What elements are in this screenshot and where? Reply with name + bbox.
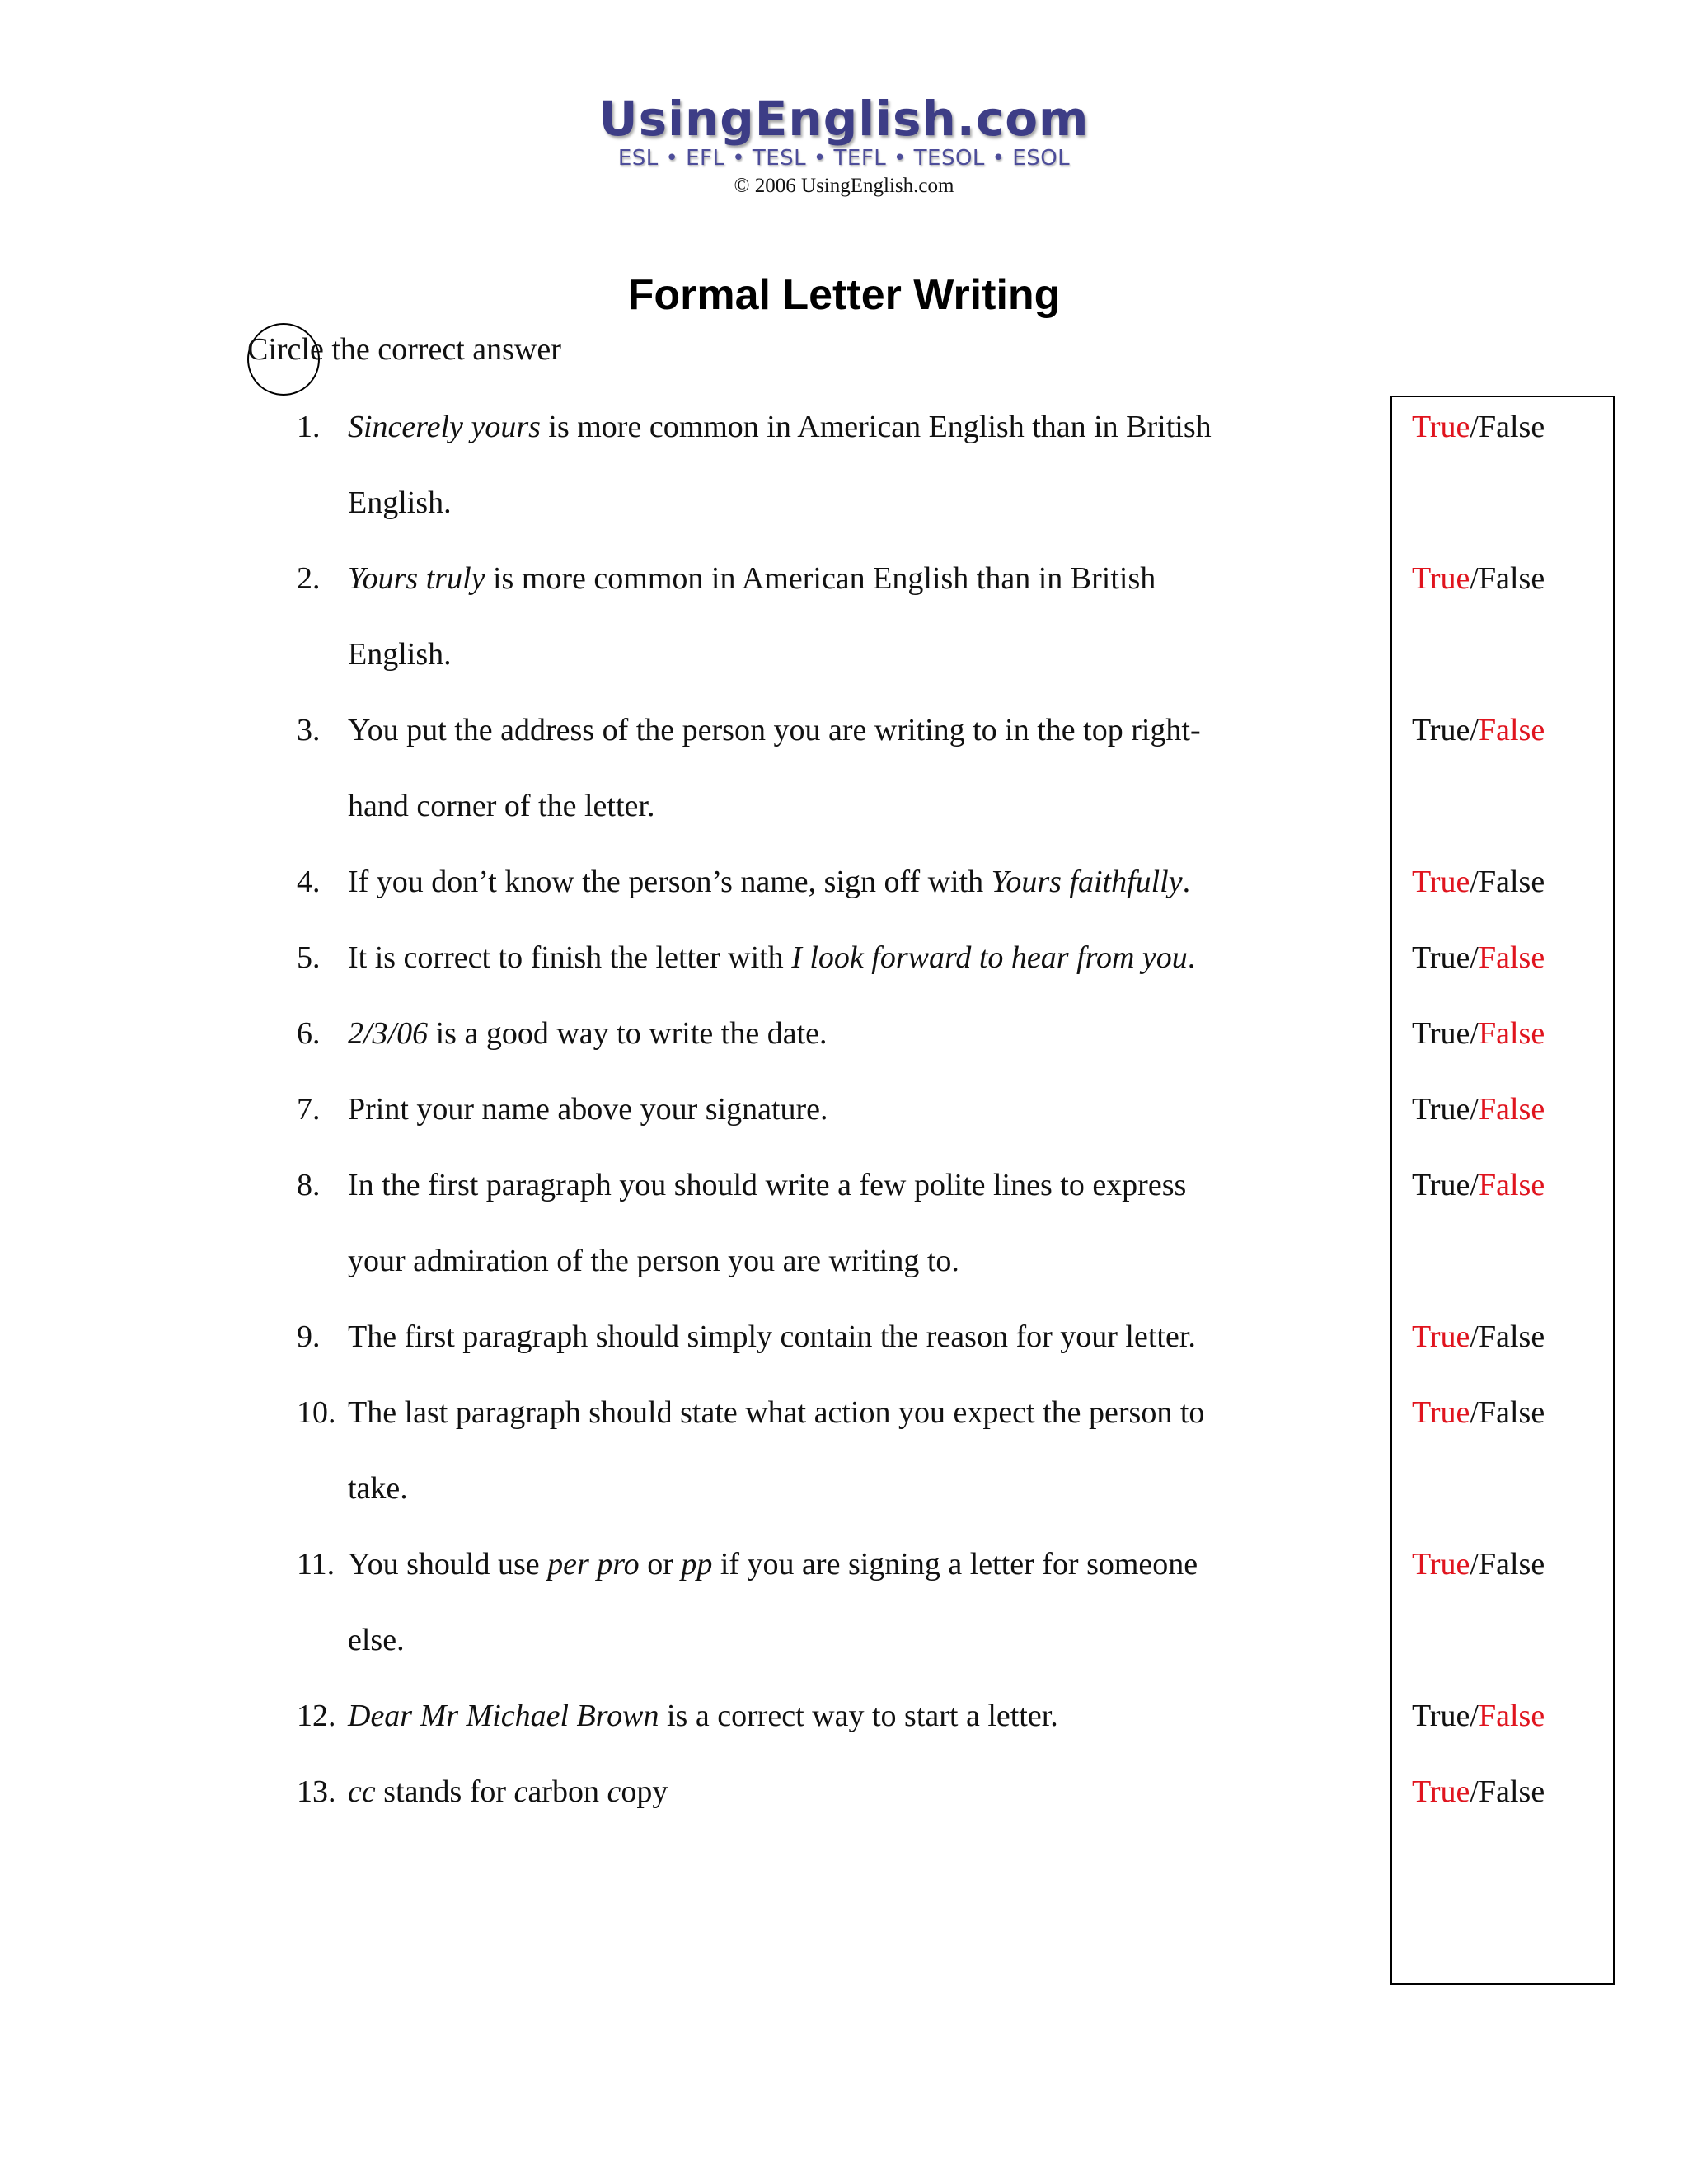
question-number: 6. <box>297 1016 321 1051</box>
true-option: True <box>1412 1699 1470 1733</box>
question-text-continuation: take. <box>348 1471 408 1506</box>
question-number: 10. <box>297 1395 336 1430</box>
true-option: True <box>1412 713 1470 748</box>
false-option: False <box>1478 1774 1545 1809</box>
false-option: False <box>1478 1016 1545 1051</box>
question-text-continuation: hand corner of the letter. <box>348 789 655 823</box>
true-option: True <box>1412 1395 1470 1430</box>
true-option: True <box>1412 410 1470 444</box>
question-plain-text: . <box>1187 940 1196 975</box>
false-option: False <box>1478 865 1545 899</box>
true-false-choice <box>1412 857 1545 907</box>
question-text-continuation: else. <box>348 1623 405 1657</box>
true-false-choice <box>1412 933 1545 982</box>
true-false-choice <box>1412 1540 1545 1589</box>
true-option: True <box>1412 1168 1470 1202</box>
false-option: False <box>1478 1092 1545 1127</box>
question-plain-text: . <box>1182 865 1191 899</box>
question-text <box>348 1085 828 1134</box>
question-text <box>348 1691 1058 1741</box>
false-option: False <box>1478 410 1545 444</box>
question-plain-text: It is correct to finish the letter with <box>348 940 792 975</box>
true-false-choice <box>1412 1009 1545 1058</box>
option-separator: / <box>1470 1395 1479 1430</box>
false-option: False <box>1478 940 1545 975</box>
question-number: 9. <box>297 1319 321 1354</box>
question-number: 4. <box>297 865 321 899</box>
question-text <box>348 1388 1204 1437</box>
true-false-choice <box>1412 1312 1545 1361</box>
question-plain-text: is more common in American English than in British <box>540 410 1212 444</box>
question-number: 2. <box>297 561 321 596</box>
question-text <box>348 857 1190 907</box>
option-separator: / <box>1470 1699 1479 1733</box>
question-italic-text: pp <box>681 1547 713 1582</box>
option-separator: / <box>1470 1092 1479 1127</box>
question-plain-text: If you don’t know the person’s name, sign off with <box>348 865 992 899</box>
question-text <box>348 705 1201 755</box>
option-separator: / <box>1470 865 1479 899</box>
question-text <box>348 1312 1196 1361</box>
logo-wordmark: UsingEnglish.com <box>598 91 1090 147</box>
false-option: False <box>1478 1319 1545 1354</box>
question-plain-text: or <box>639 1547 682 1582</box>
question-number: 1. <box>297 410 321 444</box>
question-plain-text: You should use <box>348 1547 548 1582</box>
question-plain-text: In the first paragraph you should write a few polite lines to express <box>348 1168 1187 1202</box>
question-italic-text: 2/3/06 <box>348 1016 429 1051</box>
question-plain-text: if you are signing a letter for someone <box>712 1547 1198 1582</box>
question-text <box>348 1160 1186 1210</box>
question-number: 11. <box>297 1547 335 1582</box>
question-number: 3. <box>297 713 321 748</box>
question-plain-text: You put the address of the person you are writing to in the top right- <box>348 713 1201 748</box>
false-option: False <box>1478 1168 1545 1202</box>
question-plain-text: is more common in American English than in British <box>485 561 1156 596</box>
false-option: False <box>1478 1547 1545 1582</box>
question-plain-text: Print your name above your signature. <box>348 1092 828 1127</box>
question-text <box>348 1009 828 1058</box>
false-option: False <box>1478 561 1545 596</box>
page-title: Formal Letter Writing <box>627 271 1061 319</box>
question-plain-text: opy <box>621 1774 668 1809</box>
true-option: True <box>1412 561 1470 596</box>
question-text <box>348 402 1212 452</box>
question-plain-text: is a correct way to start a letter. <box>659 1699 1058 1733</box>
question-plain-text: The first paragraph should simply contain the reason for your letter. <box>348 1319 1196 1354</box>
question-text-continuation: English. <box>348 637 452 672</box>
true-option: True <box>1412 940 1470 975</box>
question-plain-text: The last paragraph should state what action you expect the person to <box>348 1395 1205 1430</box>
question-number: 7. <box>297 1092 321 1127</box>
option-separator: / <box>1470 1168 1479 1202</box>
false-option: False <box>1478 1699 1545 1733</box>
question-number: 13. <box>297 1774 336 1809</box>
option-separator: / <box>1470 410 1479 444</box>
true-false-choice <box>1412 1691 1545 1741</box>
true-option: True <box>1412 865 1470 899</box>
question-italic-text: c <box>607 1774 621 1809</box>
true-option: True <box>1412 1092 1470 1127</box>
option-separator: / <box>1470 1016 1479 1051</box>
question-italic-text: Yours faithfully <box>991 865 1183 899</box>
question-italic-text: Sincerely yours <box>348 410 541 444</box>
question-italic-text: Yours truly <box>348 561 485 596</box>
question-text <box>348 933 1195 982</box>
true-false-choice <box>1412 402 1545 452</box>
question-italic-text: Dear Mr Michael Brown <box>348 1699 659 1733</box>
true-false-choice <box>1412 1767 1545 1816</box>
true-option: True <box>1412 1016 1470 1051</box>
question-italic-text: c <box>513 1774 528 1809</box>
true-false-choice <box>1412 705 1545 755</box>
option-separator: / <box>1470 1774 1479 1809</box>
true-false-choice <box>1412 1388 1545 1437</box>
question-number: 5. <box>297 940 321 975</box>
false-option: False <box>1478 1395 1545 1430</box>
option-separator: / <box>1470 1547 1479 1582</box>
option-separator: / <box>1470 561 1479 596</box>
site-logo <box>0 92 1688 199</box>
false-option: False <box>1478 713 1545 748</box>
question-text <box>348 554 1156 603</box>
question-italic-text: per pro <box>547 1547 640 1582</box>
logo-subtitle: ESL • EFL • TESL • TEFL • TESOL • ESOL <box>617 146 1071 171</box>
question-text <box>348 1540 1198 1589</box>
true-false-choice <box>1412 1160 1545 1210</box>
true-false-choice <box>1412 1085 1545 1134</box>
question-plain-text: stands for <box>375 1774 514 1809</box>
instruction-text: Circle the correct answer <box>247 332 561 367</box>
question-text-continuation: your admiration of the person you are writing to. <box>348 1244 959 1278</box>
question-plain-text: is a good way to write the date. <box>428 1016 828 1051</box>
true-false-choice <box>1412 554 1545 603</box>
copyright-notice: © 2006 UsingEnglish.com <box>734 175 954 197</box>
question-text-continuation: English. <box>348 485 452 520</box>
question-number: 8. <box>297 1168 321 1202</box>
question-plain-text: arbon <box>528 1774 607 1809</box>
true-option: True <box>1412 1547 1470 1582</box>
option-separator: / <box>1470 713 1479 748</box>
true-option: True <box>1412 1774 1470 1809</box>
question-number: 12. <box>297 1699 336 1733</box>
question-italic-text: I look forward to hear from you <box>791 940 1188 975</box>
question-italic-text: cc <box>348 1774 376 1809</box>
question-text <box>348 1767 668 1816</box>
true-option: True <box>1412 1319 1470 1354</box>
option-separator: / <box>1470 1319 1479 1354</box>
option-separator: / <box>1470 940 1479 975</box>
